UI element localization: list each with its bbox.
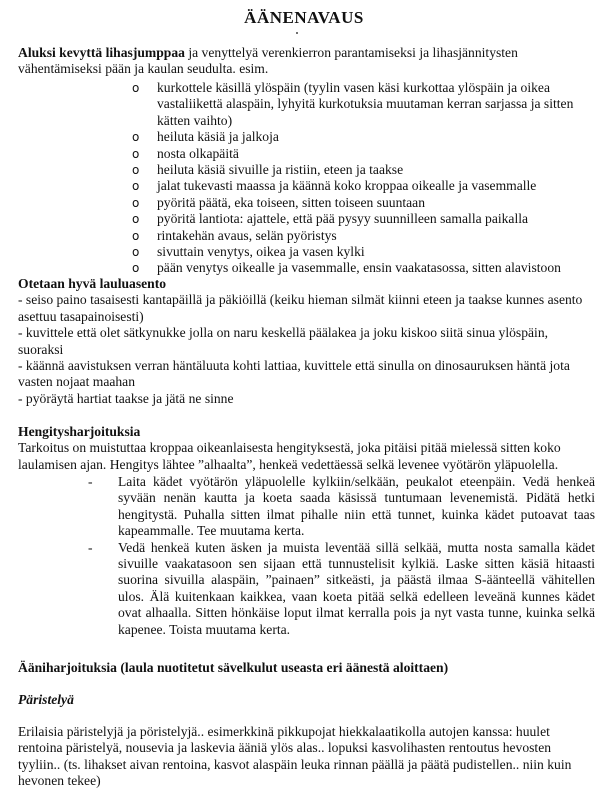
- posture-heading: Otetaan hyvä lauluasento: [18, 276, 167, 291]
- voice-heading-bold: Ääniharjoituksia: [18, 660, 117, 675]
- breathing-section: [18, 424, 593, 473]
- scan-speck: [296, 32, 298, 34]
- paristely-heading: Päristelyä: [18, 692, 74, 707]
- posture-line: - kuvittele että olet sätkynukke jolla on naru keskellä päälakea ja joku kiskoo siitä sinua ylöspäin, suoraksi: [18, 325, 549, 357]
- list-item: o rintakehän avaus, selän pyöristys: [130, 228, 595, 244]
- intro-bold-lead: Aluksi kevyttä lihasjumppaa: [18, 45, 185, 60]
- voice-heading-note: (laula nuotitetut sävelkulut useasta eri äänestä aloittaen): [116, 660, 449, 675]
- intro-paragraph: [18, 45, 593, 78]
- list-item: - Laita kädet vyötärön yläpuolelle kylkiin/selkään, peukalot eteenpäin. Vedä henkeä syvään nenän kautta ja koeta saada käsissä tuntumaan levenemistä. Pidätä hetki hengitystä. Puhalla sitten ilmat pihalle niin että tunnet, kuinka kädet putoavat taas kapeammalle. Tee muutama kerta.: [88, 474, 595, 540]
- list-item: o jalat tukevasti maassa ja käännä koko kroppaa oikealle ja vasemmalle: [130, 178, 595, 194]
- voice-exercises-heading: [18, 660, 593, 676]
- breathing-heading: Hengitysharjoituksia: [18, 424, 141, 439]
- list-item: o pyöritä päätä, eka toiseen, sitten toiseen suuntaan: [130, 195, 595, 211]
- warmup-list: [130, 80, 595, 277]
- list-item: o heiluta käsiä ja jalkoja: [130, 129, 595, 145]
- intro-text: ja venyttelyä verenkierron parantamiseksi ja lihasjännitysten vähentämiseksi pään ja kaulan seudulta. esim.: [18, 45, 518, 77]
- list-item: o nosta olkapäitä: [130, 146, 595, 162]
- posture-section: [18, 276, 593, 407]
- list-item: o pyöritä lantiota: ajattele, että pää pysyy suunnilleen samalla paikalla: [130, 211, 595, 227]
- posture-line: - seiso paino tasaisesti kantapäillä ja päkiöillä (keiku hieman silmät kiinni eteen ja taakse kunnes asento asettuu tasapainoisesti): [18, 292, 583, 324]
- list-item: o pään venytys oikealle ja vasemmalle, ensin vaakatasossa, sitten alavistoon: [130, 260, 595, 276]
- breathing-exercises-list: [88, 474, 595, 638]
- page-title: ÄÄNENAVAUS: [244, 8, 364, 27]
- posture-line: - pyöräytä hartiat taakse ja jätä ne sinne: [18, 390, 234, 406]
- list-item: o kurkottele käsillä ylöspäin (tyylin vasen käsi kurkottaa ylöspäin ja oikea vastaliikettä alaspäin, lyhyitä kurkotuksia muutaman kerran sarjassa ja sitten kätten vaihto): [130, 80, 595, 129]
- posture-line: - käännä aavistuksen verran häntäluuta kohti lattiaa, kuvittele että sinulla on dinosauruksen häntä jota vasten nojaat maahan: [18, 358, 570, 390]
- breathing-intro: Tarkoitus on muistuttaa kroppaa oikeanlaisesta hengityksestä, joka pitäisi pitää mielessä sitten koko laulamisen ajan. Hengitys lähtee ”alhaalta”, henkeä vedettäessä selkä levenee vyötärön yläpuolella.: [18, 440, 561, 472]
- list-item: o sivuttain venytys, oikea ja vasen kylki: [130, 244, 595, 260]
- paristely-text: Erilaisia päristelyjä ja pöristelyjä.. esimerkkinä pikkupojat hiekkalaatikolla autojen kanssa: huulet rentoina päristelyä, nousevia ja laskevia ääniä ylös alas.. lopuksi kasvolihasten rentoutus hevosten tyyliin.. (ts. lihakset aivan rentoina, kasvot alaspäin leuka rinnan päällä ja päätä pudistellen.. niin kuin hevonen tekee): [18, 724, 572, 789]
- list-item: o heiluta käsiä sivuille ja ristiin, eteen ja taakse: [130, 162, 595, 178]
- list-item: - Vedä henkeä kuten äsken ja muista leventää sillä selkää, mutta nosta samalla kädet sivuille vaakatasoon sen sijaan että tunnustelisit kylkiä. Laske sitten käsiä hitaasti suorina sivuilla alaspäin, ”painaen” sitkeästi, ja päästä ilmaa S-äänteellä vähitellen ulos. Älä kuitenkaan kaikkea, vaan koeta pitää selkä edelleen leveänä kunnes kädet ovat alhaalla. Sitten hönkäise loput ilmat kerralla pois ja nyt vasta tunne, kuinka selkä kapenee. Toista muutama kerta.: [88, 540, 595, 638]
